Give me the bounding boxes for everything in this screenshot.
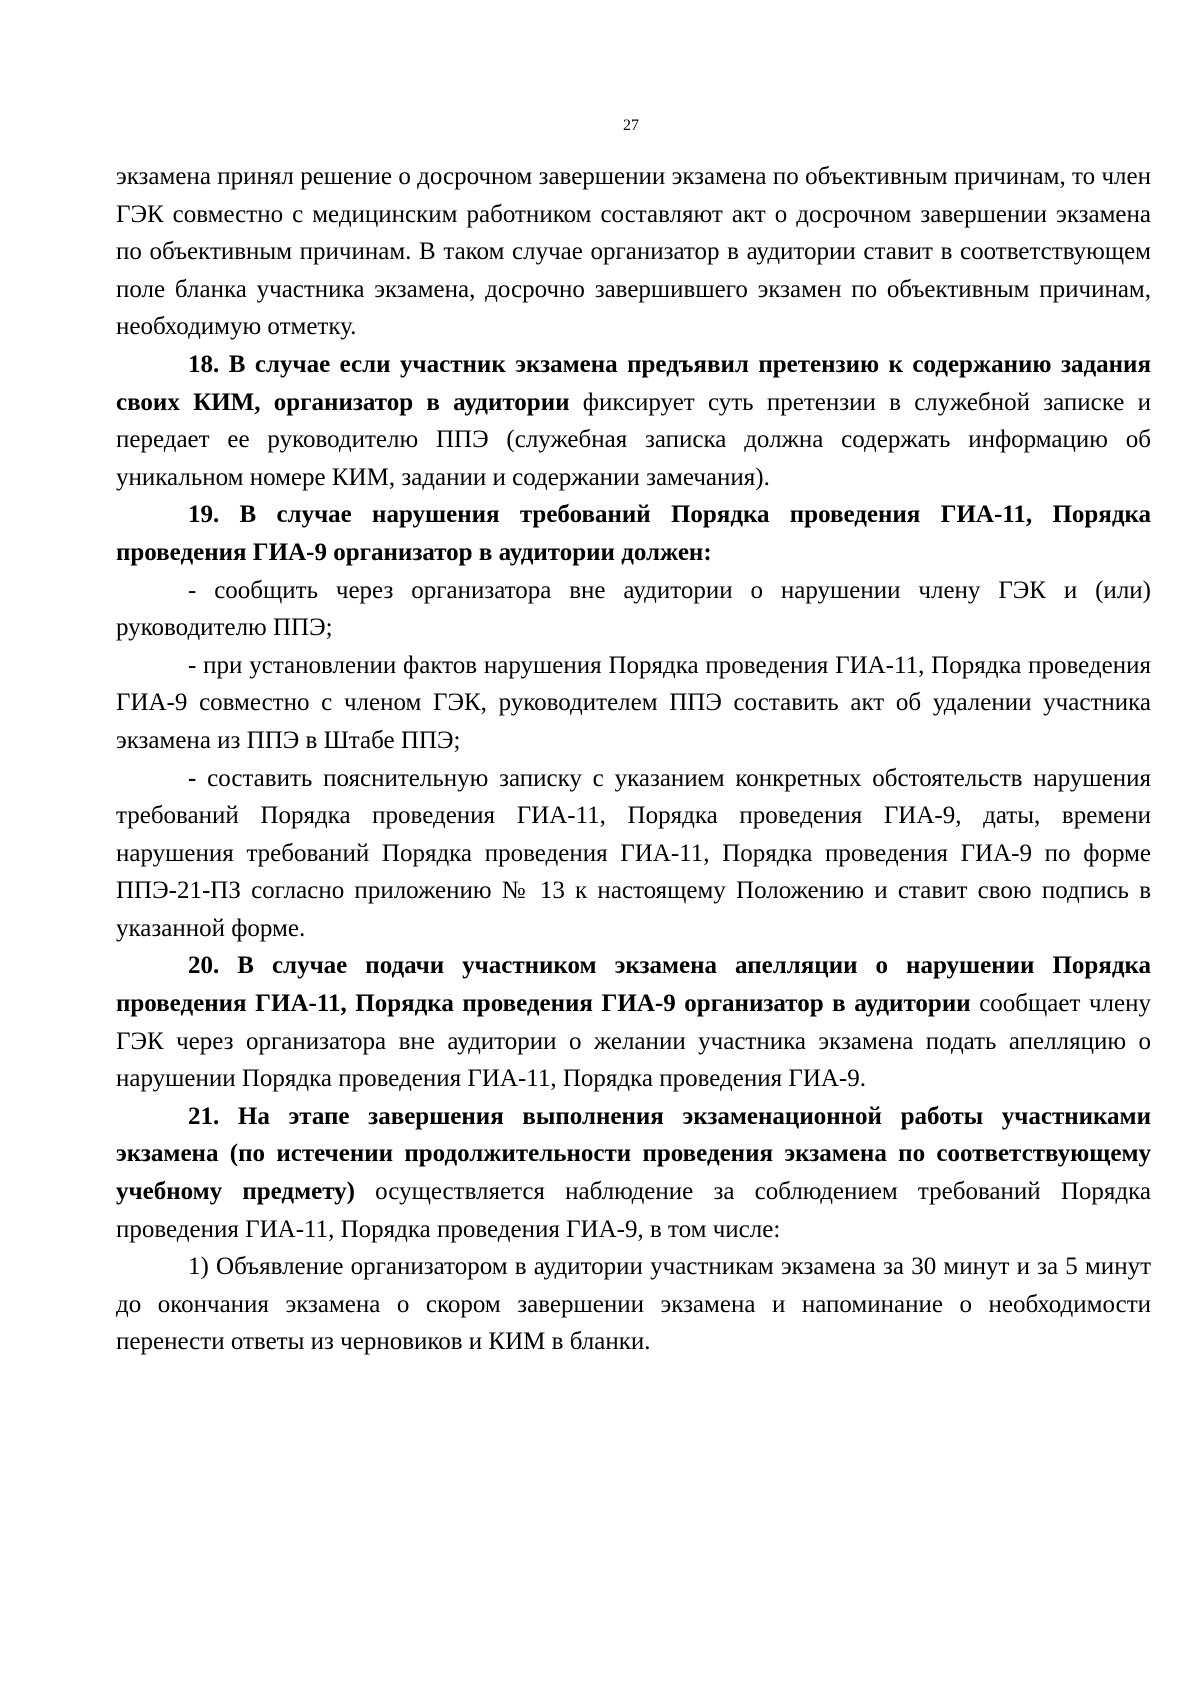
paragraph-heading: 20. В случае подачи участником экзамена апелляции о нарушении Порядка проведения ГИА-11, Порядка проведения ГИА-9 организатор в аудитории: [116, 952, 1151, 1018]
paragraph-continuation: [116, 158, 1151, 346]
paragraph-text: сообщает члену ГЭК через организатора вне аудитории о желании участника экзамена подать апелляцию о нарушении Порядка проведения ГИА-11, Порядка проведения ГИА-9.: [116, 990, 1151, 1093]
paragraph-text: осуществляется наблюдение за соблюдением требований Порядка проведения ГИА-11, Порядка проведения ГИА-9, в том числе:: [116, 1178, 1151, 1243]
list-item-19-2: [116, 647, 1151, 760]
paragraph-text: экзамена принял решение о досрочном завершении экзамена по объективным причинам, то член ГЭК совместно с медицинским работником составляют акт о досрочном завершении экзамена по объективным причинам. В таком случае организатор в аудитории ставит в соответствующем поле бланка участника экзамена, досрочно завершившего экзамен по объективным причинам, необходимую отметку.: [116, 163, 1151, 341]
paragraph-heading: 19. В случае нарушения требований Порядка проведения ГИА-11, Порядка проведения ГИА-9 организатор в аудитории должен:: [116, 501, 1151, 566]
list-item-19-1: [116, 572, 1151, 647]
paragraph-text: - при установлении фактов нарушения Порядка проведения ГИА-11, Порядка проведения ГИА-9 совместно с членом ГЭК, руководителем ППЭ составить акт об удалении участника экзамена из ППЭ в Штабе ППЭ;: [116, 651, 1151, 754]
list-item-19-3: [116, 760, 1151, 948]
paragraph-20: [116, 947, 1151, 1097]
paragraph-text: составить пояснительную записку с указанием конкретных обстоятельств нарушения требований Порядка проведения ГИА-11, Порядка проведения ГИА-9, даты, времени нарушения требований Порядка проведения ГИА-11, Порядка проведения ГИА-9 по форме ППЭ-21-ПЗ согласно приложению № 13 к настоящему Положению и ставит свою подпись в указанной форме.: [116, 764, 1151, 942]
list-item-21-1: [116, 1248, 1151, 1361]
page-number: 27: [623, 117, 639, 134]
paragraph-18: [116, 346, 1151, 496]
paragraph-19: [116, 496, 1151, 571]
paragraph-text: фиксирует суть претензии в служебной записке и передает ее руководителю ППЭ (служебная записка должна содержать информацию об уникальном номере КИМ, задании и содержании замечания).: [116, 388, 1151, 491]
list-dash: -: [188, 764, 197, 792]
paragraph-text: 1) Объявление организатором в аудитории участникам экзамена за 30 минут и за 5 минут до окончания экзамена о скором завершении экзамена и напоминание о необходимости перенести ответы из черновиков и КИМ в бланки.: [116, 1253, 1151, 1356]
document-body: [116, 158, 1151, 1361]
paragraph-heading: 18. В случае если участник экзамена предъявил претензию к содержанию задания своих КИМ, организатор в аудитории: [116, 350, 1151, 416]
paragraph-text: - сообщить через организатора вне аудитории о нарушении члену ГЭК и (или) руководителю ППЭ;: [116, 576, 1151, 642]
paragraph-21: [116, 1098, 1151, 1248]
paragraph-heading: 21. На этапе завершения выполнения экзаменационной работы участниками экзамена (по истечении продолжительности проведения экзамена по соответствующему учебному предмету): [116, 1102, 1151, 1206]
